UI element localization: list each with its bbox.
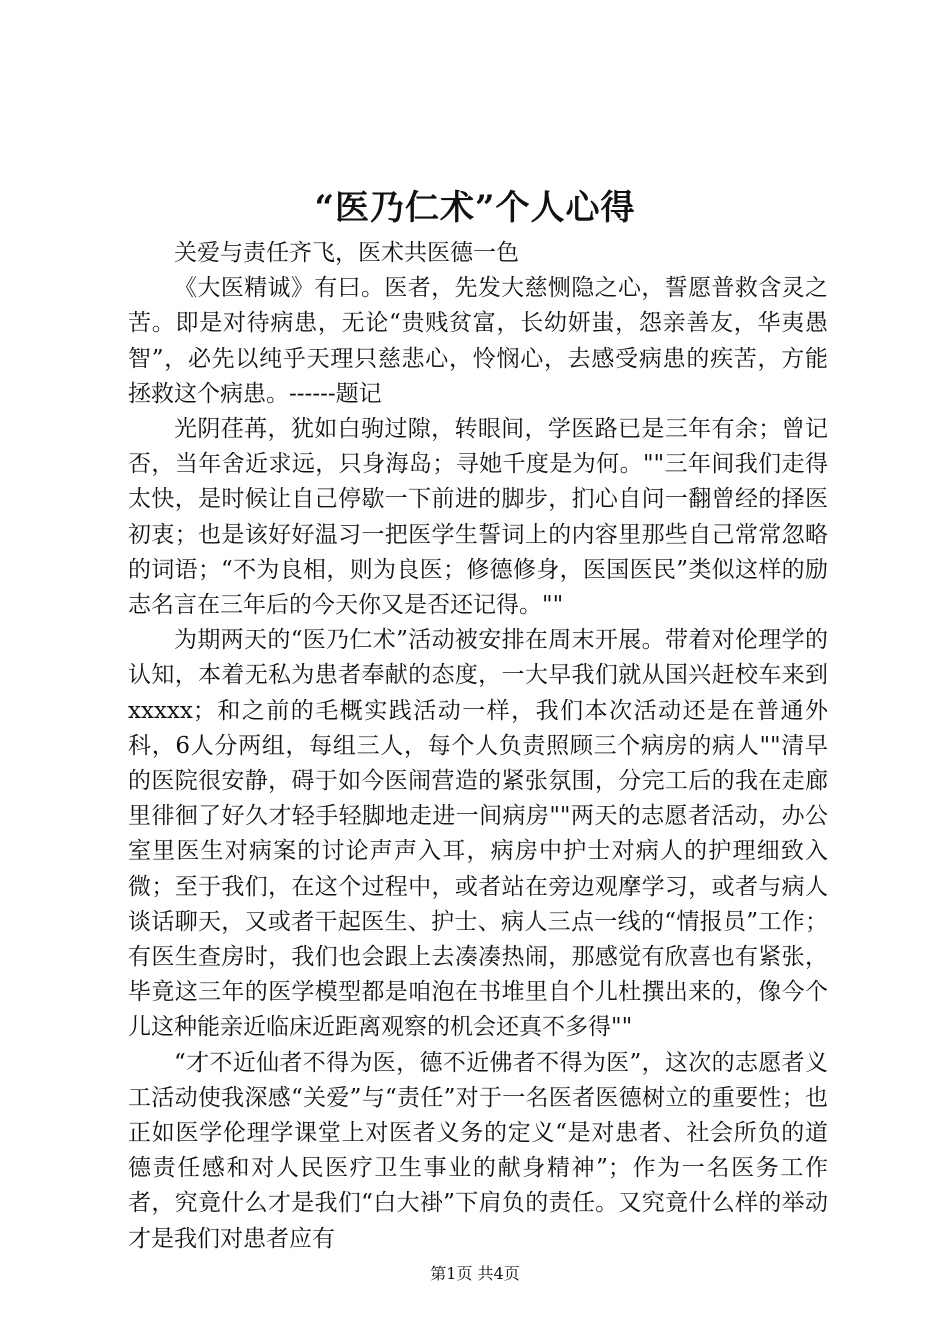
body-paragraph: 光阴荏苒，犹如白驹过隙，转眼间，学医路已是三年有余；曾记否，当年舍近求远，只身海岛；寻她千度是为何。""三年间我们走得太快，是时候让自己停歇一下前进的脚步，扪心自问一翻曾经的择医初衷；也是该好好温习一把医学生誓词上的内容里那些自己常常忽略的词语；“不为良相，则为良医；修德修身，医国医民”类似这样的励志名言在三年后的今天你又是否还记得。"" [128, 416, 828, 619]
document-title: “医乃仁术”个人心得 [314, 188, 636, 228]
body-paragraph: “才不近仙者不得为医，德不近佛者不得为医”，这次的志愿者义工活动使我深感“关爱”与“责任”对于一名医者医德树立的重要性；也正如医学伦理学课堂上对医者义务的定义“是对患者、社会所负的道德责任感和对人民医疗卫生事业的献身精神”；作为一名医务工作者，究竟什么才是我们“白大褂”下肩负的责任。又究竟什么样的举动才是我们对患者应有 [128, 1049, 828, 1252]
epigraph-paragraph: 《大医精诚》有曰。医者，先发大慈恻隐之心，誓愿普救含灵之苦。即是对待病患，无论“贵贱贫富，长幼妍蚩，怨亲善友，华夷愚智”，必先以纯乎天理只慈悲心，怜悯心，去感受病患的疾苦，方能拯救这个病患。------题记 [128, 275, 828, 407]
page-number-footer: 第1页 共4页 [430, 1264, 520, 1283]
body-paragraph: 为期两天的“医乃仁术”活动被安排在周末开展。带着对伦理学的认知，本着无私为患者奉献的态度，一大早我们就从国兴赶校车来到xxxxx；和之前的毛概实践活动一样，我们本次活动还是在普通外科，6人分两组，每组三人，每个人负责照顾三个病房的病人""清早的医院很安静，碍于如今医闹营造的紧张氛围，分完工后的我在走廊里徘徊了好久才轻手轻脚地走进一间病房""两天的志愿者活动，办公室里医生对病案的讨论声声入耳，病房中护士对病人的护理细致入微；至于我们，在这个过程中，或者站在旁边观摩学习，或者与病人谈话聊天，又或者干起医生、护士、病人三点一线的“情报员”工作；有医生查房时，我们也会跟上去凑凑热闹，那感觉有欣喜也有紧张，毕竟这三年的医学模型都是咱泡在书堆里自个儿杜撰出来的，像今个儿这种能亲近临床近距离观察的机会还真不多得"" [128, 627, 828, 1041]
subtitle-paragraph: 关爱与责任齐飞，医术共医德一色 [174, 240, 519, 266]
document-body [128, 236, 828, 1257]
